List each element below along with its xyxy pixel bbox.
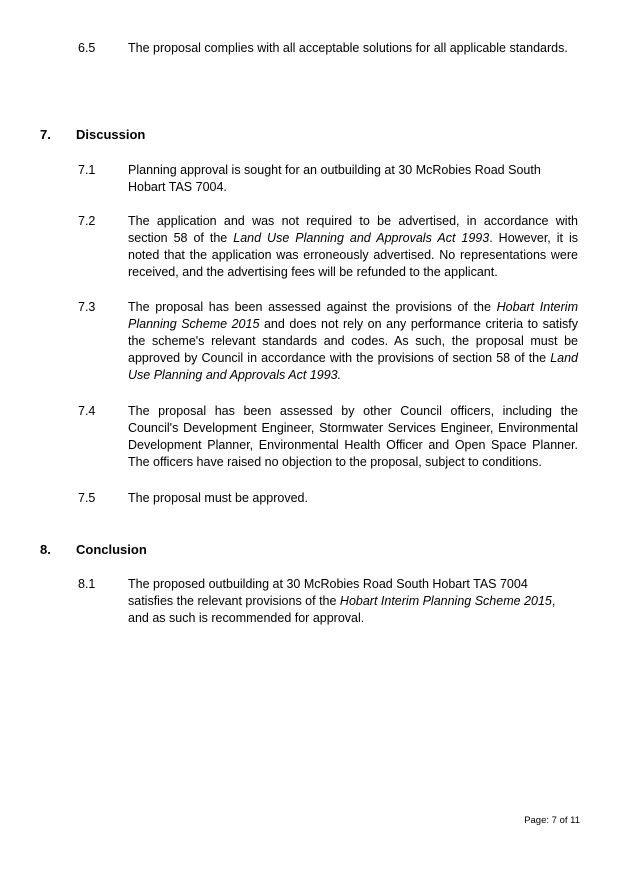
- text-run: The application and was not required to be advertised, in accordance with section 58 of the: [128, 214, 578, 245]
- paragraph-text: [128, 576, 558, 627]
- paragraph-8-1: [78, 576, 578, 632]
- heading-text: Conclusion: [76, 542, 147, 557]
- paragraph-number: 7.5: [78, 491, 96, 505]
- paragraph-text: The proposal complies with all acceptable solutions for all applicable standards.: [128, 41, 568, 55]
- paragraph-7-1: [78, 162, 578, 202]
- paragraph-text: The proposal has been assessed by other Council officers, including the Council's Development Engineer, Stormwater Services Engineer, Environmental Development Planner, Environmental Health Officer and Open Space Planner. The officers have raised no objection to the proposal, subject to conditions.: [128, 404, 578, 469]
- section-heading-conclusion: [40, 541, 580, 561]
- page-number-footer: Page: 7 of 11: [524, 815, 580, 826]
- text-run: The proposal has been assessed against the provisions of the: [128, 300, 497, 314]
- text-run: . However, it is noted that the application was erroneously advertised. No representations were received, and the advertising fees will be refunded to the applicant.: [128, 231, 579, 279]
- paragraph-text: The proposal must be approved.: [128, 491, 308, 505]
- act-title: Land Use Planning and Approvals Act 1993.: [128, 351, 578, 382]
- act-title: Land Use Planning and Approvals Act 1993: [233, 231, 490, 245]
- paragraph-text: [128, 299, 578, 384]
- paragraph-6-5: [78, 40, 578, 60]
- paragraph-number: 6.5: [78, 41, 96, 55]
- paragraph-number: 8.1: [78, 577, 96, 591]
- scheme-title: Hobart Interim Planning Scheme 2015: [339, 594, 552, 608]
- text-run: and does not rely on any performance criteria to satisfy the scheme's relevant standards and codes. As such, the proposal must be approved by Council in accordance with the provisions of section 58 of the: [128, 317, 578, 365]
- text-run: , and as such is recommended for approval.: [128, 594, 556, 625]
- paragraph-7-5: [78, 490, 578, 510]
- paragraph-number: 7.3: [78, 300, 96, 314]
- section-heading-discussion: [40, 126, 580, 146]
- heading-number: 8.: [40, 542, 51, 557]
- paragraph-number: 7.2: [78, 214, 96, 228]
- text-run: The proposed outbuilding at 30 McRobies Road South Hobart TAS 7004 satisfies the relevant provisions of the: [128, 577, 528, 608]
- paragraph-number: 7.1: [78, 163, 96, 177]
- paragraph-text: [128, 213, 578, 281]
- scheme-title: Hobart Interim Planning Scheme 2015: [128, 300, 578, 331]
- paragraph-text: Planning approval is sought for an outbuilding at 30 McRobies Road South Hobart TAS 7004.: [128, 163, 541, 194]
- paragraph-7-2: [78, 213, 578, 285]
- paragraph-7-4: [78, 403, 578, 475]
- heading-number: 7.: [40, 127, 51, 142]
- heading-text: Discussion: [76, 127, 146, 142]
- paragraph-number: 7.4: [78, 404, 96, 418]
- paragraph-7-3: [78, 299, 578, 389]
